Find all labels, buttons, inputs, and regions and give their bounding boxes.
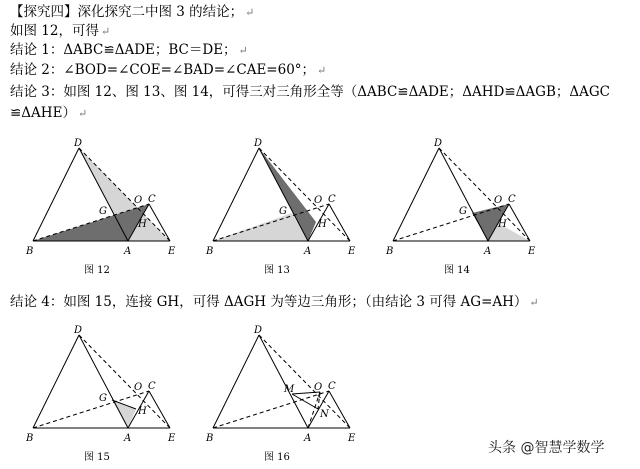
point-label-c: C bbox=[148, 381, 156, 392]
segment-ce bbox=[149, 391, 170, 428]
point-label-c: C bbox=[148, 194, 156, 205]
point-label-c: C bbox=[328, 194, 336, 205]
point-label-h: H bbox=[498, 219, 507, 230]
point-label-b: B bbox=[26, 433, 34, 444]
point-label-e: E bbox=[168, 433, 176, 444]
point-label-o: O bbox=[314, 382, 323, 393]
caption-fig-15: 图 15 bbox=[84, 452, 110, 463]
segment-ce bbox=[329, 204, 350, 241]
figure-13 bbox=[205, 138, 356, 276]
heading-explore-four: 【探究四】深化探究二中图 3 的结论； ↵ bbox=[10, 4, 255, 20]
point-label-e: E bbox=[528, 246, 536, 257]
segment-db bbox=[213, 335, 259, 428]
conclusion-1: 结论 1：ΔABC≌ΔADE；BC＝DE； ↵ bbox=[10, 42, 248, 58]
figure-12 bbox=[25, 138, 176, 276]
point-label-b: B bbox=[386, 246, 394, 257]
point-label-n: N bbox=[320, 409, 329, 420]
watermark: 头条 @智慧学数学 bbox=[488, 440, 605, 456]
return-mark: ↵ bbox=[77, 107, 88, 120]
segment-da bbox=[259, 335, 308, 428]
point-label-a: A bbox=[304, 246, 312, 257]
point-label-g: G bbox=[99, 393, 107, 404]
point-label-b: B bbox=[206, 433, 214, 444]
return-mark: ↵ bbox=[529, 296, 539, 309]
point-label-h: H bbox=[138, 219, 147, 230]
point-label-o: O bbox=[134, 382, 143, 393]
point-label-m: M bbox=[284, 384, 295, 395]
segment-db bbox=[393, 148, 439, 241]
point-label-a: A bbox=[484, 246, 492, 257]
point-label-d: D bbox=[254, 325, 263, 336]
point-label-h: H bbox=[138, 406, 147, 417]
segment-ce bbox=[329, 391, 350, 428]
point-label-b: B bbox=[26, 246, 34, 257]
point-label-g: G bbox=[459, 206, 467, 217]
segment-db bbox=[213, 148, 259, 241]
point-label-d: D bbox=[254, 138, 263, 149]
figure-14 bbox=[385, 138, 536, 276]
point-label-c: C bbox=[328, 381, 336, 392]
point-label-o: O bbox=[134, 195, 143, 206]
point-label-e: E bbox=[348, 433, 356, 444]
caption-fig-12: 图 12 bbox=[84, 265, 110, 276]
point-label-c: C bbox=[508, 194, 516, 205]
return-mark: ↵ bbox=[317, 64, 327, 77]
figure-15 bbox=[25, 325, 176, 463]
conclusion-3-cont: ≌ΔAHE） ↵ bbox=[10, 105, 88, 121]
caption-fig-14: 图 14 bbox=[444, 265, 470, 276]
segment-da bbox=[79, 335, 128, 428]
point-label-h: H bbox=[318, 219, 327, 230]
conclusion-3: 结论 3：如图 12、图 13、图 14，可得三对三角形全等（ΔABC≌ΔADE；ΔAHD≌ΔAGB；ΔAGC bbox=[10, 84, 610, 100]
point-label-e: E bbox=[168, 246, 176, 257]
point-label-e: E bbox=[348, 246, 356, 257]
point-label-o: O bbox=[494, 195, 503, 206]
point-label-g: G bbox=[279, 206, 287, 217]
point-label-d: D bbox=[434, 138, 443, 149]
conclusion-2: 结论 2：∠BOD=∠COE=∠BAD=∠CAE=60°； ↵ bbox=[10, 62, 327, 78]
segment-da bbox=[439, 148, 488, 241]
caption-fig-13: 图 13 bbox=[264, 265, 290, 276]
return-mark: ↵ bbox=[245, 6, 255, 19]
intro-line: 如图 12，可得 ↵ bbox=[10, 23, 111, 39]
point-label-d: D bbox=[74, 138, 83, 149]
segment-db bbox=[33, 148, 79, 241]
conclusion-4: 结论 4：如图 15，连接 GH，可得 ΔAGH 为等边三角形；（由结论 3 可得 AG=AH） ↵ bbox=[10, 294, 539, 310]
point-label-a: A bbox=[304, 433, 312, 444]
point-label-o: O bbox=[314, 195, 323, 206]
point-label-d: D bbox=[74, 325, 83, 336]
figure-16 bbox=[205, 325, 356, 463]
point-label-a: A bbox=[124, 246, 132, 257]
point-label-a: A bbox=[124, 433, 132, 444]
segment-db bbox=[33, 335, 79, 428]
point-label-g: G bbox=[99, 206, 107, 217]
caption-fig-16: 图 16 bbox=[264, 452, 290, 463]
point-label-b: B bbox=[206, 246, 214, 257]
segment-de-dashed bbox=[259, 335, 350, 428]
return-mark: ↵ bbox=[238, 44, 248, 57]
return-mark: ↵ bbox=[100, 25, 111, 38]
